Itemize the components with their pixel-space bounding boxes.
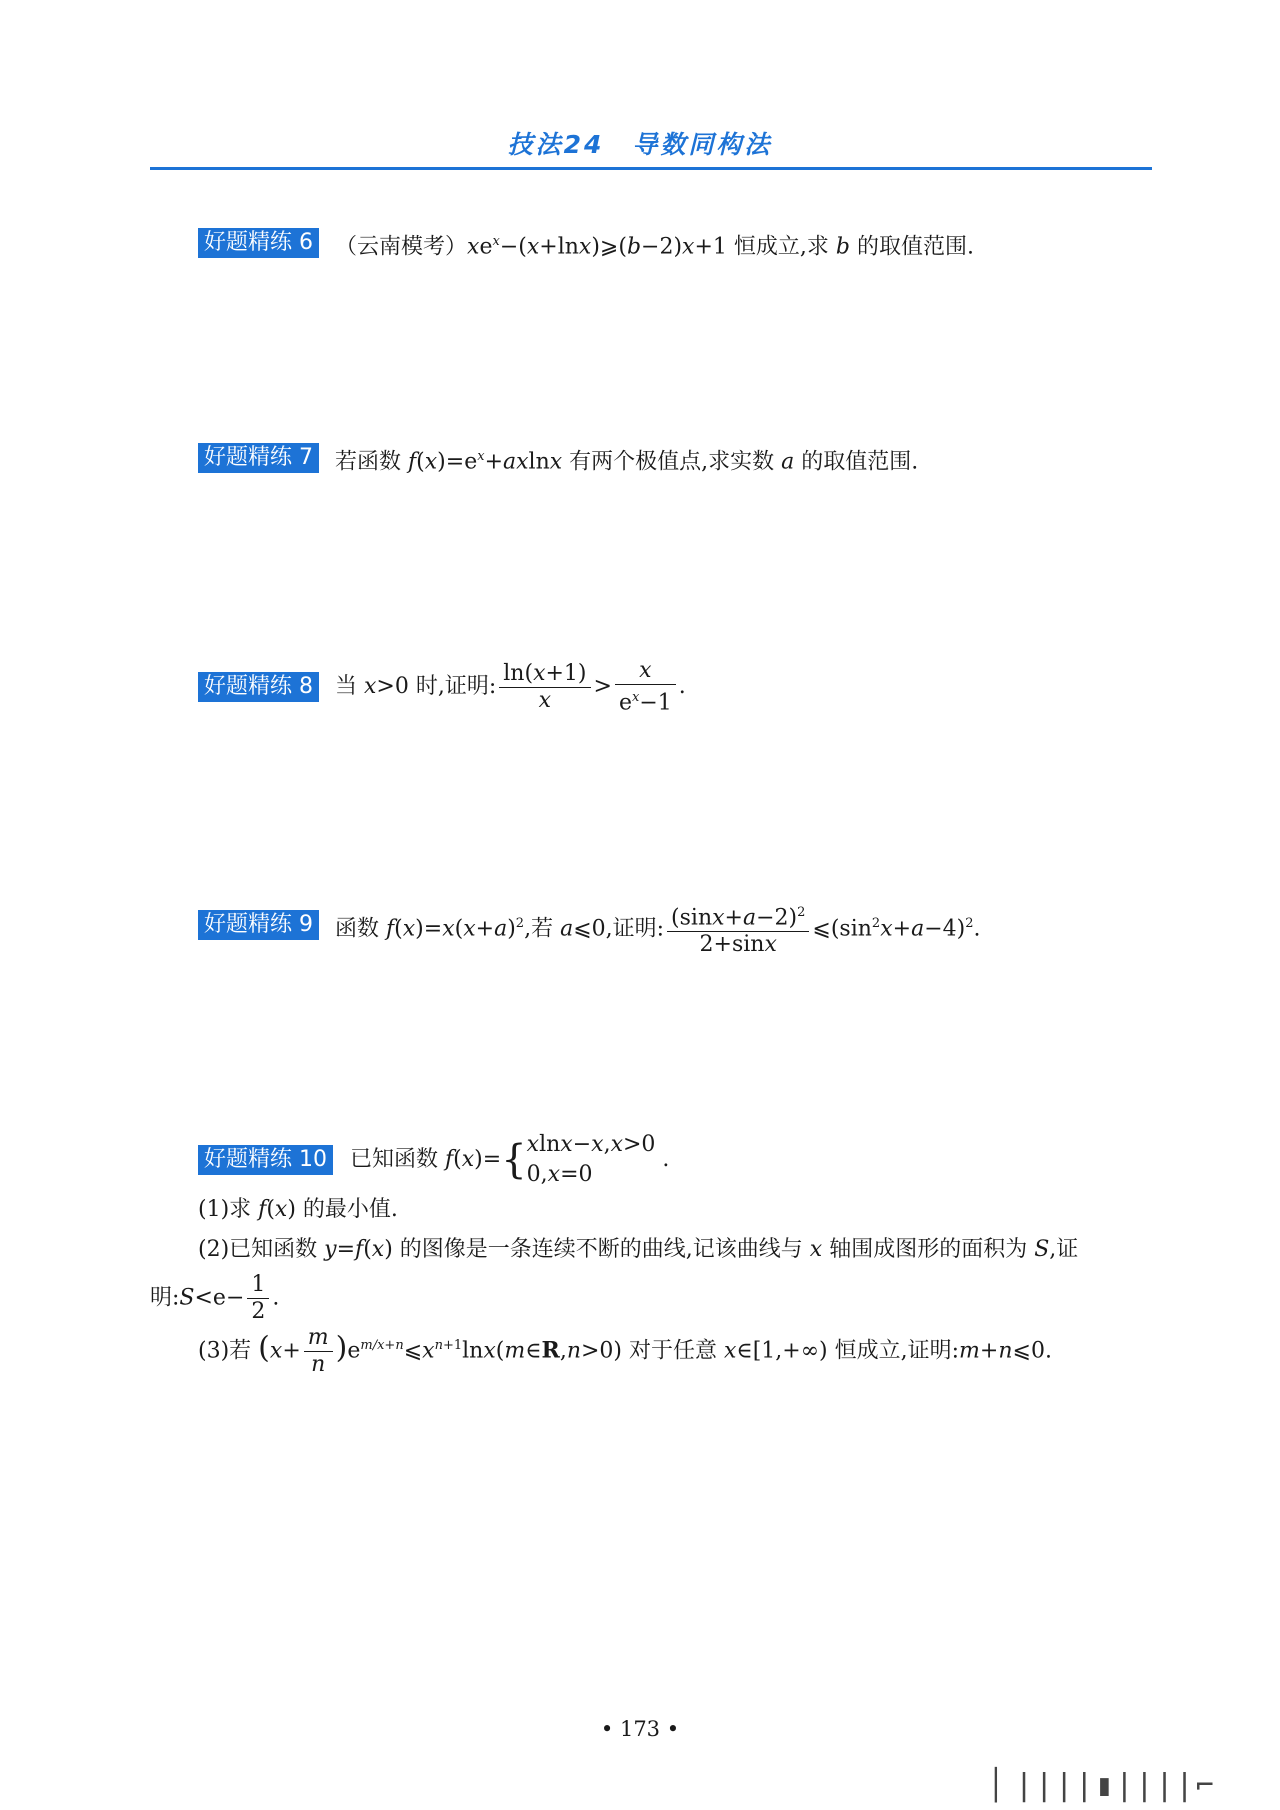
watermark: ▏||||▮||||⌐ [995, 1768, 1216, 1803]
problem-6-text: （云南模考）$xe^x-(x+\ln x)⩾(b-2)x+1$ 恒成立,求 b 的取值范围. [335, 234, 974, 260]
problem-7-tag: 好题精练 7 [198, 443, 319, 473]
problem-9-text: 函数 $f(x)=x(x+a)^2$,若 a⩽0,证明: $\frac{(\sin x+a-2)^2}{2+\sin x}$ $⩽(\sin^2x+a-4)^2$. [335, 896, 980, 958]
page-number: • 173 • [600, 1717, 680, 1741]
problem-6-tag: 好题精练 6 [198, 228, 319, 258]
problem-8-tag: 好题精练 8 [198, 672, 319, 702]
problem-10-part1: (1)求 f(x) 的最小值. [198, 1197, 398, 1222]
problem-10-part2b: 明:S<e− $\frac{1}{2}$ . [150, 1272, 280, 1324]
problem-10-tag: 好题精练 10 [198, 1145, 333, 1175]
header-rule [150, 167, 1152, 170]
problem-7-text: 若函数 $f(x)=e^x+axlnx$ 有两个极值点,求实数 a 的取值范围. [335, 449, 919, 475]
chapter-title: 技法24 导数同构法 [507, 130, 773, 159]
problem-10-part3: (3)若 (x+ $\frac{m}{n}$ )$e^{m/x+n}⩽x^{n+1}\ln x(m\in R,n>0)$ 对于任意 x∈[1,+∞) 恒成立,证明:m+n⩽0. [198, 1324, 1052, 1377]
problem-8-text: 当 x>0 时,证明: $\frac{\ln(x+1)}{x}$ > $\frac{x}{e^x-1}$ . [335, 658, 686, 716]
problem-9-tag: 好题精练 9 [198, 910, 319, 940]
problem-10-part2a: (2)已知函数 y=f(x) 的图像是一条连续不断的曲线,记该曲线与 x 轴围成图形的面积为 S,证 [198, 1237, 1079, 1262]
problem-10-text: 已知函数 f(x)={ xlnx−x,x>0 0,x=0 . [350, 1132, 670, 1187]
